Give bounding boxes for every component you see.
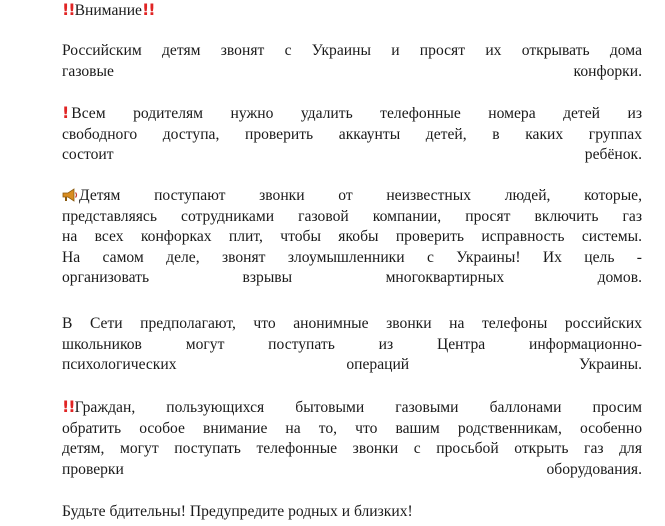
double-exclamation-icon: !! [141,0,155,19]
paragraph-line-text: Граждан, пользующихся бытовыми газовыми баллонами просим [74,399,642,416]
paragraph-3 [62,186,642,289]
double-exclamation-icon: !! [62,0,75,19]
paragraph-4 [62,314,642,376]
paragraph-line: проверки оборудования. [62,460,642,478]
paragraph-6 [62,502,642,523]
paragraph-line: свободного доступа, проверить аккаунты детей, в каких группах [62,125,642,143]
paragraph-line: В Сети предполагают, что анонимные звонки на телефоны российских [62,315,642,332]
paragraph-line-with-icon [62,397,642,419]
paragraph-line-with-icon [62,186,642,207]
exclamation-icon: ! [62,103,70,122]
paragraph-line-text: Всем родителям нужно удалить телефонные номера детей из [71,105,642,122]
paragraph-line-with-icon [62,103,642,125]
title-text: Внимание [74,2,142,19]
paragraph-line: газовые конфорки. [62,62,642,80]
paragraph-line: обратить особое внимание на то, что вашим родственникам, особенно [62,419,642,437]
paragraph-line: на всех конфорках плит, чтобы якобы проверить исправность системы. [62,228,642,246]
paragraph-5 [62,397,642,480]
double-exclamation-icon: !! [62,397,75,416]
paragraph-line: психологических операций Украины. [62,356,642,374]
paragraph-line: детям, могут поступать телефонные звонки с просьбой открыть газ для [62,440,642,458]
paragraph-line-text: Детям поступают звонки от неизвестных людей, которые, [79,187,642,204]
paragraph-line: организовать взрывы многоквартирных домов. [62,269,642,287]
title-line [62,0,642,22]
paragraph-2 [62,103,642,166]
paragraph-line: представляясь сотрудниками газовой компании, просят включить газ [62,207,642,225]
paragraph-line: Российским детям звонят с Украины и просят их открывать дома [62,42,642,59]
paragraph-1 [62,41,642,82]
paragraph-line: школьников могут поступать из Центра информационно- [62,335,642,353]
paragraph-line: Будьте бдительны! Предупредите родных и близких! [62,503,413,520]
megaphone-icon [62,188,78,202]
paragraph-line: состоит ребёнок. [62,146,642,164]
paragraph-line: На самом деле, звонят злоумышленники с Украины! Их цель - [62,248,642,266]
